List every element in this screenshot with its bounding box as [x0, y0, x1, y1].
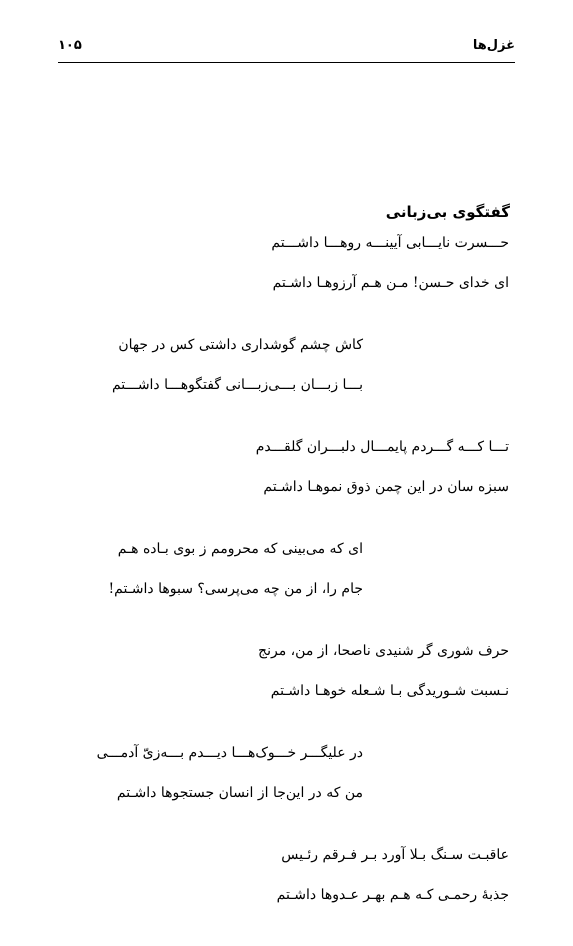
hemistich-second: ای خدای حـسن! مـن هـم آرزوهـا داشـتم	[272, 275, 509, 291]
running-header	[58, 36, 515, 63]
hemistich-second: نـسبت شـوریدگی بـا شـعله خوهـا داشـتم	[270, 683, 509, 699]
hemistich-first: عاقبـت سـنگ بـلا آورد بـر فـرقم رئـیس	[281, 847, 509, 863]
couplet	[70, 742, 513, 844]
running-title: غزل‌ها	[472, 38, 515, 53]
hemistich-second: جام را، از من چه می‌پرسی؟ سبوها داشـتم!	[108, 581, 363, 597]
hemistich-first: ای که می‌بینی که محرومم ز بوی بـاده هـم	[117, 541, 363, 557]
poem-title: گفتگوی بی‌زبانی	[385, 203, 510, 221]
hemistich-first: کاش چشم گوشداری داشتی کس در جهان	[118, 337, 363, 353]
page-number: ۱۰۵	[58, 38, 82, 53]
couplet	[70, 538, 513, 640]
couplet	[70, 844, 513, 946]
poem-body	[70, 232, 513, 946]
hemistich-second: بـــا زبـــان بـــی‌زبـــانی گفتگوهـــا داشـــتم	[111, 377, 363, 393]
hemistich-first: حرف شوری گر شنیدی ناصحا، از من، مرنج	[258, 643, 509, 659]
couplet	[70, 232, 513, 334]
hemistich-first: تـــا کـــه گـــردم پایمـــال دلبـــران گلقـــدم	[255, 439, 509, 455]
hemistich-first: حـــسرت نایـــابی آیینـــه روهـــا داشـــتم	[271, 235, 509, 251]
hemistich-second: جذبهٔ رحمـی کـه هـم بهـر عـدوها داشـتم	[276, 887, 509, 903]
couplet	[70, 436, 513, 538]
couplet	[70, 640, 513, 742]
couplet	[70, 334, 513, 436]
hemistich-first: در علیگـــر خـــوک‌هـــا دیـــدم بـــه‌زیّ آدمـــی	[96, 745, 363, 761]
hemistich-second: سبزه سان در این چمن ذوق نموهـا داشـتم	[263, 479, 509, 495]
hemistich-second: من که در این‌جا از انسان جستجوها داشـتم	[116, 785, 363, 801]
